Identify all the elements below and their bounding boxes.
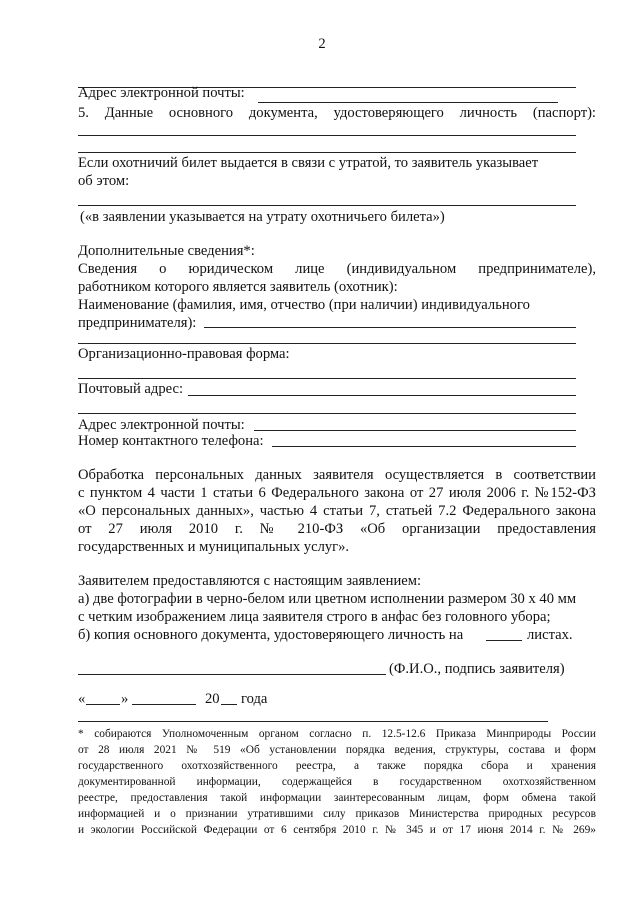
attachment-copy-suffix: листах.: [527, 627, 573, 643]
footnote-line-6: информацией и о признании утратившими силу приказов Министерства природных ресурсов: [78, 808, 596, 820]
date-year-suffix: года: [241, 691, 268, 707]
additional-line-4: предпринимателя):: [78, 315, 197, 331]
email-label: Адрес электронной почты:: [78, 85, 245, 101]
org-form-field-line[interactable]: [78, 378, 576, 379]
email-field-line[interactable]: [258, 102, 558, 103]
page-number: 2: [318, 36, 326, 52]
lost-license-text-1: Если охотничий билет выдается в связи с утратой, то заявитель указывает: [78, 155, 539, 171]
footnote-separator: [78, 721, 548, 722]
date-year-field-line[interactable]: [221, 704, 237, 705]
entrepreneur-name-field-line-2[interactable]: [78, 343, 576, 344]
signature-field-line[interactable]: [78, 674, 386, 675]
consent-line-2: с пунктом 4 части 1 статьи 6 Федерального закона от 27 июля 2006 г. №152-ФЗ: [78, 485, 596, 501]
pages-count-field-line[interactable]: [486, 640, 522, 641]
date-close-quote: »: [121, 691, 129, 707]
footnote-line-2: от 28 июля 2021 № 519 «Об установлении порядка ведения, структуры, состава и форм: [78, 744, 596, 756]
footnote-line-7: и экологии Российской Федерации от 6 сентября 2010 г. № 345 и от 17 июня 2014 г. № 269»: [78, 824, 596, 836]
attachments-heading: Заявителем предоставляются с настоящим заявлением:: [78, 573, 422, 589]
attachment-photos-2: с четким изображением лица заявителя строго в анфас без головного убора;: [78, 609, 551, 625]
additional-email-field-line[interactable]: [254, 430, 576, 431]
phone-label: Номер контактного телефона:: [78, 433, 264, 449]
postal-address-field-line-2[interactable]: [78, 413, 576, 414]
additional-line-3: Наименование (фамилия, имя, отчество (при наличии) индивидуального: [78, 297, 530, 313]
consent-line-1: Обработка персональных данных заявителя осуществляется в соответствии: [78, 467, 596, 483]
postal-address-label: Почтовый адрес:: [78, 381, 184, 397]
date-open-quote: «: [78, 691, 86, 707]
passport-data-label: 5. Данные основного документа, удостоверяющего личность (паспорт):: [78, 105, 596, 121]
lost-license-field-line[interactable]: [78, 205, 576, 206]
footnote-line-5: реестре, предоставления такой информации заинтересованным лицам, форм обмена такой: [78, 792, 596, 804]
footnote-line-3: государственного охотхозяйственного реестра, а также порядка сбора и хранения: [78, 760, 596, 772]
footnote-line-4: документированной информации, содержащейся в государственном охотхозяйственном: [78, 776, 596, 788]
consent-line-4: от 27 июля 2010 г. № 210-ФЗ «Об организации предоставления: [78, 521, 596, 537]
consent-line-3: «О персональных данных», частью 4 статьи 7, статьей 7.2 Федерального закона: [78, 503, 596, 519]
passport-field-line-1[interactable]: [78, 135, 576, 136]
org-form-label: Организационно-правовая форма:: [78, 346, 290, 362]
signature-label: (Ф.И.О., подпись заявителя): [389, 661, 565, 677]
attachment-copy-label: б) копия основного документа, удостоверяющего личность на: [78, 627, 464, 643]
additional-line-2: работником которого является заявитель (охотник):: [78, 279, 398, 295]
date-month-field-line[interactable]: [132, 704, 196, 705]
postal-address-field-line[interactable]: [188, 395, 576, 396]
date-year-prefix: 20: [205, 691, 220, 707]
passport-field-line-2[interactable]: [78, 152, 576, 153]
phone-field-line[interactable]: [272, 446, 576, 447]
additional-email-label: Адрес электронной почты:: [78, 417, 245, 433]
entrepreneur-name-field-line[interactable]: [204, 327, 576, 328]
date-day-field-line[interactable]: [86, 704, 120, 705]
consent-line-5: государственных и муниципальных услуг».: [78, 539, 350, 555]
additional-line-1: Сведения о юридическом лице (индивидуальном предпринимателе),: [78, 261, 596, 277]
lost-license-note: («в заявлении указывается на утрату охотничьего билета»): [80, 209, 445, 225]
attachment-photos-1: а) две фотографии в черно-белом или цветном исполнении размером 30 х 40 мм: [78, 591, 577, 607]
footnote-line-1: * собираются Уполномоченным органом согласно п. 12.5-12.6 Приказа Минприроды России: [78, 728, 596, 740]
lost-license-text-2: об этом:: [78, 173, 130, 189]
additional-heading: Дополнительные сведения*:: [78, 243, 255, 259]
